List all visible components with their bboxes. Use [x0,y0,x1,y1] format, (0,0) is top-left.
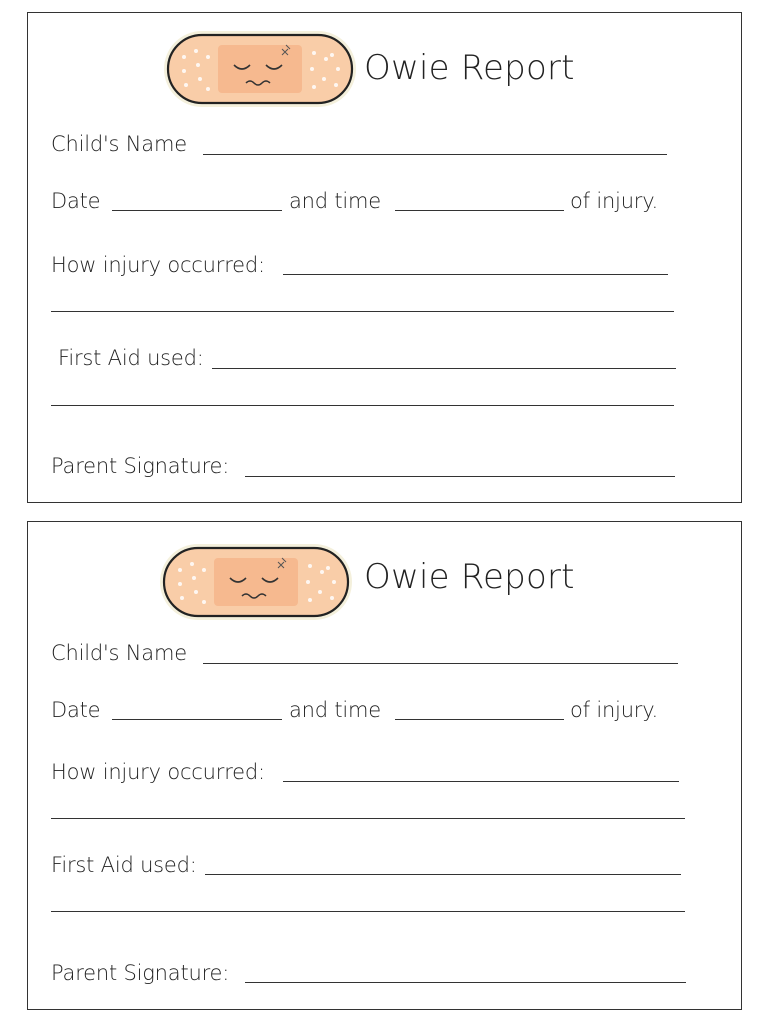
how-injury-field-line-2[interactable] [51,818,685,819]
and-time-label: and time [289,698,382,722]
first-aid-label: First Aid used: [51,853,197,877]
childs-name-field[interactable] [203,154,667,155]
of-injury-label: of injury. [570,698,658,722]
childs-name-field[interactable] [203,663,678,664]
time-field[interactable] [395,210,564,211]
first-aid-field-line-2[interactable] [51,911,685,912]
parent-signature-field[interactable] [245,476,675,477]
date-label: Date [51,698,101,722]
parent-signature-label: Parent Signature: [51,961,230,985]
parent-signature-label: Parent Signature: [51,454,230,478]
bandage-icon [162,29,358,109]
bandage-icon [158,542,354,622]
date-field[interactable] [112,719,282,720]
first-aid-field-line-2[interactable] [51,405,674,406]
how-injury-field[interactable] [283,781,679,782]
how-injury-field[interactable] [283,274,668,275]
form-title: Owie Report [364,48,575,88]
owie-report-form-1 [27,12,742,503]
childs-name-label: Child's Name [51,132,187,156]
how-injury-label: How injury occurred: [51,760,265,784]
of-injury-label: of injury. [570,189,658,213]
how-injury-label: How injury occurred: [51,253,265,277]
childs-name-label: Child's Name [51,641,187,665]
form-title: Owie Report [364,557,575,597]
first-aid-label: First Aid used: [58,346,204,370]
and-time-label: and time [289,189,382,213]
time-field[interactable] [395,719,564,720]
owie-report-form-2 [27,521,742,1010]
how-injury-field-line-2[interactable] [51,311,674,312]
first-aid-field[interactable] [205,874,681,875]
first-aid-field[interactable] [212,368,676,369]
date-label: Date [51,189,101,213]
date-field[interactable] [112,210,282,211]
parent-signature-field[interactable] [245,982,686,983]
